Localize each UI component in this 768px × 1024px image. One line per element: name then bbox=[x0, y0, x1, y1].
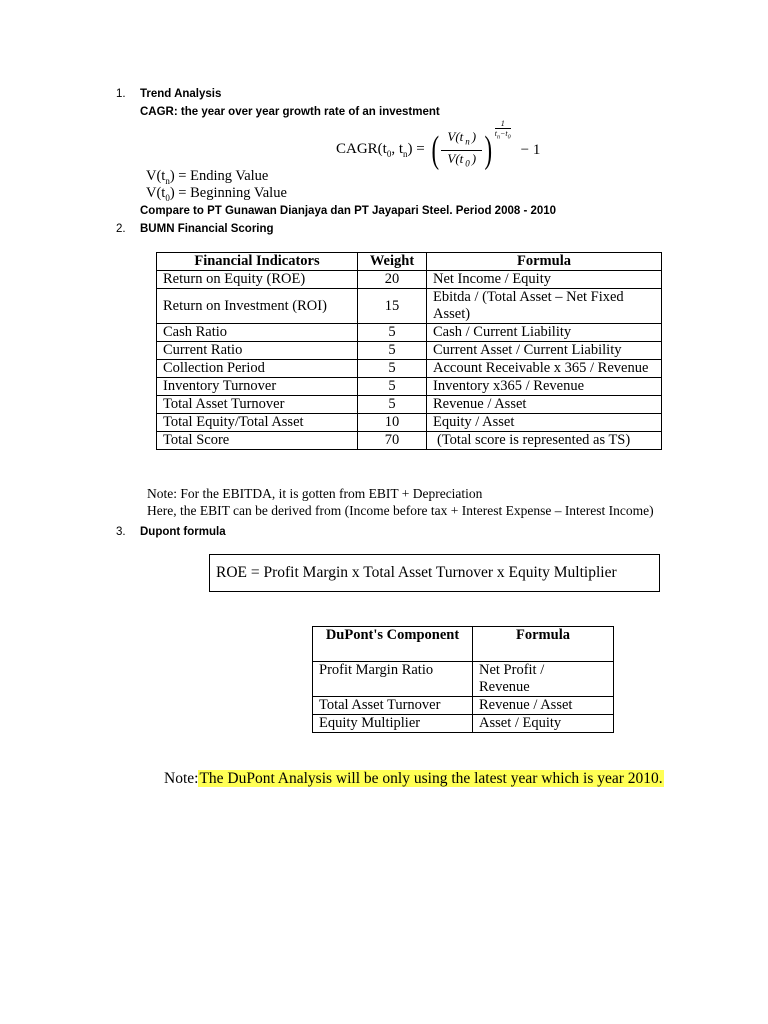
header-formula: Formula bbox=[473, 627, 614, 662]
table-row bbox=[157, 378, 662, 396]
section-title: BUMN Financial Scoring bbox=[140, 223, 274, 235]
formula-cell: Cash / Current Liability bbox=[427, 324, 662, 342]
table-row bbox=[157, 414, 662, 432]
header-formula: Formula bbox=[427, 253, 662, 271]
section-title: Trend Analysis bbox=[140, 88, 222, 100]
table-row bbox=[157, 360, 662, 378]
formula-cell: Inventory x365 / Revenue bbox=[427, 378, 662, 396]
table-row bbox=[157, 289, 662, 324]
indicator-cell: Return on Equity (ROE) bbox=[157, 271, 358, 289]
indicator-cell: Total Score bbox=[157, 432, 358, 450]
formula-cell: Equity / Asset bbox=[427, 414, 662, 432]
fraction-denominator: V(t $_0$ ) bbox=[447, 150, 477, 169]
dupont-note-highlight: The DuPont Analysis will be only using the latest year which is year 2010. bbox=[199, 770, 663, 787]
component-cell: Total Asset Turnover bbox=[313, 697, 473, 715]
table-row bbox=[157, 271, 662, 289]
formula-lhs: $CAGR(t_0$, $t_n$) = bbox=[336, 141, 425, 159]
beginning-value-def: $V(t_0)$ = Beginning Value bbox=[146, 185, 287, 203]
formula-minus-one: − 1 bbox=[520, 141, 541, 158]
table-row bbox=[313, 662, 614, 697]
fraction-numerator: V(t $_n$ ) bbox=[447, 128, 477, 147]
section-number: 1. bbox=[116, 88, 126, 100]
indicator-cell: Total Equity/Total Asset bbox=[157, 414, 358, 432]
formula-cell: Net Income / Equity bbox=[427, 271, 662, 289]
financial-scoring-table bbox=[156, 252, 662, 450]
weight-cell: 5 bbox=[358, 324, 427, 342]
indicator-cell: Total Asset Turnover bbox=[157, 396, 358, 414]
right-paren: ) bbox=[484, 129, 493, 171]
weight-cell: 10 bbox=[358, 414, 427, 432]
indicator-cell: Collection Period bbox=[157, 360, 358, 378]
formula-cell: Net Profit / Revenue bbox=[473, 662, 614, 697]
formula-cell: Revenue / Asset bbox=[427, 396, 662, 414]
formula-cell: (Total score is represented as TS) bbox=[427, 432, 662, 450]
formula-exponent: 1 $t_n-t_0$ bbox=[494, 119, 511, 141]
section-number: 3. bbox=[116, 526, 126, 538]
component-cell: Equity Multiplier bbox=[313, 715, 473, 733]
formula-cell: Account Receivable x 365 / Revenue bbox=[427, 360, 662, 378]
header-financial-indicators: Financial Indicators bbox=[157, 253, 358, 271]
formula-cell: Ebitda / (Total Asset – Net Fixed Asset) bbox=[427, 289, 662, 324]
weight-cell: 5 bbox=[358, 342, 427, 360]
formula-cell: Current Asset / Current Liability bbox=[427, 342, 662, 360]
compare-text: Compare to PT Gunawan Dianjaya dan PT Jayapari Steel. Period 2008 - 2010 bbox=[140, 205, 557, 217]
weight-cell: 5 bbox=[358, 396, 427, 414]
dupont-note bbox=[164, 770, 664, 788]
dupont-components-table bbox=[312, 626, 614, 733]
formula-fraction bbox=[443, 129, 480, 171]
table-row bbox=[157, 342, 662, 360]
header-weight: Weight bbox=[358, 253, 427, 271]
table-row bbox=[313, 715, 614, 733]
indicator-cell: Inventory Turnover bbox=[157, 378, 358, 396]
section-heading-3 bbox=[116, 526, 226, 538]
cagr-formula bbox=[336, 119, 541, 174]
table-row bbox=[157, 324, 662, 342]
ending-value-def: $V(t_n)$ = Ending Value bbox=[146, 168, 269, 186]
dupont-note-prefix: Note: bbox=[164, 770, 199, 787]
indicator-cell: Return on Investment (ROI) bbox=[157, 289, 358, 324]
left-paren: ( bbox=[431, 129, 439, 171]
formula-cell: Asset / Equity bbox=[473, 715, 614, 733]
weight-cell: 70 bbox=[358, 432, 427, 450]
indicator-cell: Current Ratio bbox=[157, 342, 358, 360]
ebitda-note-line1: Note: For the EBITDA, it is gotten from EBIT + Depreciation bbox=[147, 486, 483, 501]
weight-cell: 15 bbox=[358, 289, 427, 324]
section-heading-1 bbox=[116, 88, 221, 100]
indicator-cell: Cash Ratio bbox=[157, 324, 358, 342]
table-header-row bbox=[157, 253, 662, 271]
dupont-formula-box: ROE = Profit Margin x Total Asset Turnover x Equity Multiplier bbox=[209, 554, 660, 592]
section-number: 2. bbox=[116, 223, 126, 235]
table-header-row bbox=[313, 627, 614, 662]
component-cell: Profit Margin Ratio bbox=[313, 662, 473, 697]
table-row bbox=[157, 432, 662, 450]
weight-cell: 5 bbox=[358, 360, 427, 378]
section-heading-2 bbox=[116, 223, 274, 235]
table-row bbox=[157, 396, 662, 414]
weight-cell: 20 bbox=[358, 271, 427, 289]
formula-cell: Revenue / Asset bbox=[473, 697, 614, 715]
cagr-description: CAGR: the year over year growth rate of an investment bbox=[140, 106, 440, 118]
section-title: Dupont formula bbox=[140, 526, 226, 538]
header-dupont-component: DuPont's Component bbox=[313, 627, 473, 662]
table-row bbox=[313, 697, 614, 715]
weight-cell: 5 bbox=[358, 378, 427, 396]
ebitda-note-line2: Here, the EBIT can be derived from (Income before tax + Interest Expense – Interest Income) bbox=[147, 503, 654, 518]
